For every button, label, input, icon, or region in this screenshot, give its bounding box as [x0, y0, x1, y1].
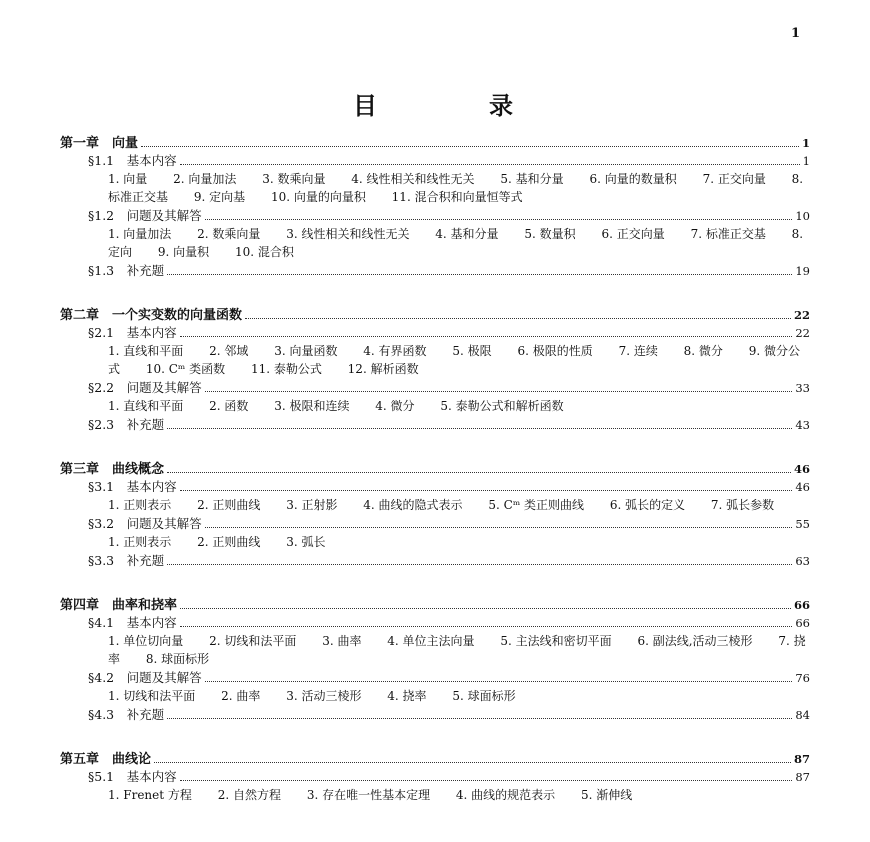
topic-item: 2. 邻域 [209, 344, 249, 358]
dot-leader [167, 472, 791, 473]
section-title: 补充题 [126, 417, 165, 432]
section-number: §5.1 [88, 769, 115, 784]
topic-item: 6. 向量的数量积 [589, 172, 677, 186]
topic-item: 1. 正则表示 [108, 535, 172, 549]
dot-leader [167, 428, 792, 429]
topic-item: 3. 存在唯一性基本定理 [306, 788, 431, 802]
dot-leader [205, 391, 793, 392]
section-entry [60, 613, 810, 632]
section-page: 22 [795, 326, 810, 340]
topic-item: 11. 泰勒公式 [250, 362, 322, 376]
chapter-label: 第三章 [60, 462, 100, 477]
topic-item: 9. 定向基 [193, 190, 246, 204]
chapter-page: 66 [793, 598, 810, 612]
dot-leader [141, 146, 799, 147]
topic-item: 3. 弧长 [286, 535, 326, 549]
topic-item: 1. 直线和平面 [108, 399, 184, 413]
topic-item: 5. 渐伸线 [581, 788, 633, 802]
chapter-title: 曲线概念 [112, 462, 165, 477]
page-number: 1 [790, 26, 800, 41]
section-number: §2.3 [88, 417, 115, 432]
section-number: §1.2 [88, 208, 115, 223]
section-number: §3.3 [88, 553, 115, 568]
topic-item: 3. 向量函数 [274, 344, 338, 358]
dot-leader [167, 564, 792, 565]
topic-item: 8. 球面标形 [145, 652, 210, 666]
section-number: §1.1 [88, 153, 115, 168]
section-page: 55 [795, 517, 810, 531]
topic-item: 6. 副法线,活动三棱形 [637, 634, 753, 648]
topic-item: 6. 弧长的定义 [609, 498, 686, 512]
section-title: 补充题 [126, 263, 165, 278]
section-entry [60, 668, 810, 687]
section-page: 63 [795, 554, 810, 568]
section-number: §3.1 [88, 479, 115, 494]
dot-leader [167, 718, 792, 719]
chapter-label: 第四章 [60, 598, 100, 613]
topic-item: 9. 微分公式 [108, 344, 801, 376]
topic-item: 7. 标准正交基 [690, 227, 766, 241]
topic-list [60, 533, 810, 551]
chapter-entry [60, 458, 810, 477]
dot-leader [180, 490, 793, 491]
section-entry [60, 151, 810, 170]
section-title: 问题及其解答 [126, 670, 202, 685]
section-page: 46 [795, 480, 810, 494]
topic-item: 4. 线性相关和线性无关 [351, 172, 475, 186]
dot-leader [180, 626, 793, 627]
chapter-title: 向量 [112, 136, 139, 151]
topic-item: 2. 数乘向量 [197, 227, 261, 241]
chapter-label: 第五章 [60, 752, 100, 767]
topic-item: 8. 定向 [108, 227, 804, 259]
section-title: 基本内容 [126, 479, 177, 494]
chapter-page: 87 [793, 752, 810, 766]
topic-list [60, 496, 810, 514]
section-title: 问题及其解答 [126, 208, 202, 223]
topic-item: 1. 单位切向量 [108, 634, 184, 648]
chapter-entry [60, 594, 810, 613]
topic-list [60, 687, 810, 705]
section-number: §4.1 [88, 615, 115, 630]
section-entry [60, 415, 810, 434]
section-number: §2.2 [88, 380, 115, 395]
topic-item: 5. 基和分量 [500, 172, 564, 186]
section-entry [60, 477, 810, 496]
section-entry [60, 378, 810, 397]
topic-item: 2. 函数 [209, 399, 249, 413]
section-page: 43 [795, 418, 810, 432]
chapter-block [60, 748, 810, 804]
section-page: 76 [795, 671, 810, 685]
topic-item: 2. 正则曲线 [197, 498, 261, 512]
topic-item: 4. 曲线的规范表示 [455, 788, 556, 802]
topic-item: 5. Cᵐ 类正则曲线 [488, 498, 584, 512]
section-page: 33 [795, 381, 810, 395]
topic-item: 2. 正则曲线 [197, 535, 261, 549]
topic-item: 6. 正交向量 [601, 227, 665, 241]
topic-item: 5. 数量积 [524, 227, 576, 241]
section-entry [60, 767, 810, 786]
chapter-title: 一个实变数的向量函数 [112, 308, 243, 323]
topic-item: 5. 主法线和密切平面 [500, 634, 612, 648]
table-of-contents [60, 132, 810, 804]
topic-item: 3. 活动三棱形 [286, 689, 362, 703]
dot-leader [180, 336, 793, 337]
topic-item: 5. 泰勒公式和解析函数 [440, 399, 564, 413]
topic-item: 7. 正交向量 [702, 172, 766, 186]
section-title: 问题及其解答 [126, 380, 202, 395]
topic-item: 1. 切线和法平面 [108, 689, 196, 703]
section-number: §4.2 [88, 670, 115, 685]
section-page: 10 [795, 209, 810, 223]
topic-item: 4. 微分 [375, 399, 415, 413]
topic-list [60, 342, 810, 378]
section-title: 基本内容 [126, 325, 177, 340]
topic-list [60, 225, 810, 261]
topic-item: 5. 极限 [452, 344, 492, 358]
chapter-entry [60, 748, 810, 767]
section-page: 19 [795, 264, 810, 278]
topic-item: 3. 极限和连续 [274, 399, 350, 413]
chapter-block [60, 132, 810, 280]
topic-item: 1. Frenet 方程 [108, 788, 192, 802]
topic-item: 3. 数乘向量 [262, 172, 326, 186]
topic-list [60, 170, 810, 206]
section-page: 66 [795, 616, 810, 630]
chapter-entry [60, 304, 810, 323]
chapter-entry [60, 132, 810, 151]
dot-leader [154, 762, 791, 763]
topic-item: 8. 标准正交基 [108, 172, 804, 204]
dot-leader [205, 681, 793, 682]
section-entry [60, 323, 810, 342]
section-title: 补充题 [126, 553, 165, 568]
chapter-block [60, 594, 810, 724]
topic-item: 8. 微分 [683, 344, 723, 358]
topic-list [60, 397, 810, 415]
topic-item: 3. 线性相关和线性无关 [286, 227, 410, 241]
topic-item: 1. 向量加法 [108, 227, 172, 241]
topic-item: 9. 向量积 [157, 245, 210, 259]
chapter-title: 曲线论 [112, 752, 152, 767]
topic-item: 11. 混合积和向量恒等式 [391, 190, 523, 204]
topic-item: 7. 弧长参数 [710, 498, 775, 512]
topic-item: 12. 解析函数 [347, 362, 419, 376]
topic-item: 1. 向量 [108, 172, 148, 186]
topic-item: 10. 混合积 [234, 245, 294, 259]
topic-item: 3. 曲率 [322, 634, 362, 648]
section-number: §1.3 [88, 263, 115, 278]
topic-list [60, 632, 810, 668]
section-title: 问题及其解答 [126, 516, 202, 531]
topic-item: 4. 有界函数 [363, 344, 427, 358]
topic-item: 10. Cᵐ 类函数 [145, 362, 226, 376]
dot-leader [205, 219, 793, 220]
section-entry [60, 206, 810, 225]
chapter-block [60, 304, 810, 434]
section-title: 基本内容 [126, 769, 177, 784]
section-title: 基本内容 [126, 153, 177, 168]
section-number: §2.1 [88, 325, 115, 340]
section-page: 87 [795, 770, 810, 784]
topic-item: 3. 正射影 [286, 498, 338, 512]
section-page: 1 [802, 154, 810, 168]
topic-item: 4. 基和分量 [435, 227, 499, 241]
dot-leader [180, 164, 800, 165]
topic-item: 2. 曲率 [221, 689, 261, 703]
topic-list [60, 786, 810, 804]
dot-leader [180, 780, 793, 781]
topic-item: 5. 球面标形 [452, 689, 516, 703]
page-title: 目 录 [353, 91, 557, 120]
dot-leader [205, 527, 793, 528]
topic-item: 2. 自然方程 [217, 788, 281, 802]
topic-item: 2. 切线和法平面 [209, 634, 297, 648]
section-entry [60, 705, 810, 724]
section-title: 补充题 [126, 707, 165, 722]
topic-item: 4. 曲线的隐式表示 [363, 498, 463, 512]
chapter-page: 1 [801, 136, 810, 150]
chapter-block [60, 458, 810, 570]
section-entry [60, 261, 810, 280]
chapter-label: 第一章 [60, 136, 100, 151]
topic-item: 1. 正则表示 [108, 498, 172, 512]
section-page: 84 [795, 708, 810, 722]
topic-item: 7. 挠率 [108, 634, 806, 666]
topic-item: 4. 挠率 [387, 689, 427, 703]
dot-leader [245, 318, 791, 319]
chapter-label: 第二章 [60, 308, 100, 323]
chapter-page: 22 [793, 308, 810, 322]
chapter-page: 46 [793, 462, 810, 476]
section-number: §4.3 [88, 707, 115, 722]
dot-leader [180, 608, 791, 609]
topic-item: 7. 连续 [618, 344, 658, 358]
section-entry [60, 514, 810, 533]
section-entry [60, 551, 810, 570]
topic-item: 4. 单位主法向量 [387, 634, 475, 648]
topic-item: 1. 直线和平面 [108, 344, 184, 358]
section-title: 基本内容 [126, 615, 177, 630]
topic-item: 6. 极限的性质 [517, 344, 593, 358]
topic-item: 10. 向量的向量积 [270, 190, 366, 204]
dot-leader [167, 274, 792, 275]
section-number: §3.2 [88, 516, 115, 531]
topic-item: 2. 向量加法 [173, 172, 237, 186]
chapter-title: 曲率和挠率 [112, 598, 178, 613]
